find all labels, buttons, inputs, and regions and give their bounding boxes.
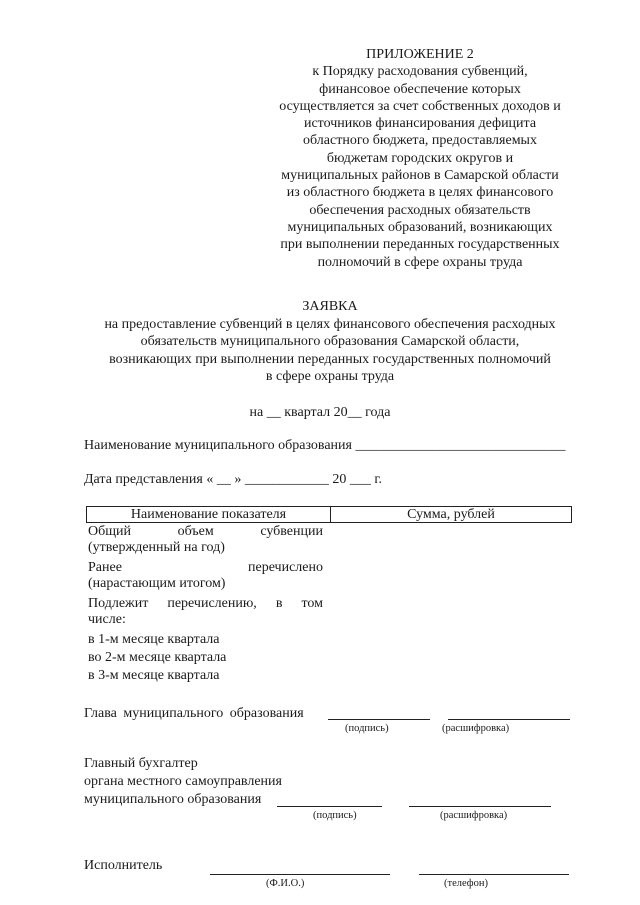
appendix-header (250, 46, 590, 271)
row-month-3: в 3-м месяце квартала (88, 668, 220, 683)
accountant-signature-caption: (подпись) (313, 810, 357, 821)
row-previous-sub: (нарастающим итогом) (88, 576, 226, 591)
executor-phone-line[interactable] (419, 874, 569, 875)
appendix-line: осуществляется за счет собственных доходов и (279, 98, 561, 114)
appendix-line: к Порядку расходования субвенций, (312, 64, 528, 80)
word: субвенции (260, 524, 323, 539)
row-previous-label (88, 560, 323, 576)
word: том (301, 596, 323, 611)
date-field[interactable]: Дата представления « __ » ____________ 20 ___ г. (84, 472, 382, 487)
appendix-line: обеспечения расходных обязательств (309, 202, 531, 218)
title-line: в сфере охраны труда (265, 369, 395, 384)
executor-fio-line[interactable] (210, 874, 390, 875)
appendix-line: бюджетам городских округов и (326, 150, 514, 166)
word: Подлежит (88, 596, 149, 611)
row-due (88, 596, 323, 628)
executor-label: Исполнитель (84, 858, 163, 873)
executor-fio-caption: (Ф.И.О.) (266, 878, 305, 889)
word: в (275, 596, 283, 611)
accountant-signature-line[interactable] (277, 806, 382, 807)
appendix-line: ПРИЛОЖЕНИЕ 2 (366, 47, 474, 62)
word: перечислению, (167, 596, 257, 611)
row-total-sub: (утвержденный на год) (88, 540, 225, 555)
row-previous (88, 560, 323, 592)
word: перечислено (247, 560, 323, 575)
title-heading: ЗАЯВКА (302, 299, 358, 314)
head-signature-caption: (подпись) (345, 723, 389, 734)
executor-phone-caption: (телефон) (444, 878, 488, 889)
head-decoding-caption: (расшифровка) (442, 723, 510, 734)
table-header (86, 506, 572, 523)
document-title (60, 298, 600, 386)
word: объем (177, 524, 214, 539)
row-due-sub: числе: (88, 612, 126, 627)
municipality-field[interactable]: Наименование муниципального образования ______________________________ (84, 438, 566, 453)
period-line: на __ квартал 20__ года (249, 405, 391, 420)
row-month-2: во 2-м месяце квартала (88, 650, 227, 665)
appendix-line: из областного бюджета в целях финансового (286, 185, 554, 201)
appendix-line: полномочий в сфере охраны труда (317, 254, 523, 270)
accountant-line-1: Главный бухгалтер (84, 756, 198, 771)
appendix-line: финансовое обеспечение которых (319, 81, 521, 97)
row-month-1: в 1-м месяце квартала (88, 632, 220, 647)
accountant-decoding-caption: (расшифровка) (440, 810, 508, 821)
word: Общий (88, 524, 131, 539)
head-signature-line[interactable] (328, 719, 430, 720)
title-line: на предоставление субвенций в целях финансового обеспечения расходных (104, 316, 556, 332)
accountant-line-3: муниципального образования (84, 792, 262, 807)
row-due-label (88, 596, 323, 612)
head-decoding-line[interactable] (448, 719, 570, 720)
accountant-line-2: органа местного самоуправления (84, 774, 282, 789)
appendix-line: источников финансирования дефицита (303, 116, 537, 132)
accountant-decoding-line[interactable] (409, 806, 551, 807)
title-line: обязательств муниципального образования Самарской области, (140, 334, 520, 349)
word: Ранее (88, 560, 122, 575)
row-total-label (88, 524, 323, 540)
appendix-line: муниципальных образований, возникающих (287, 219, 553, 235)
title-line: возникающих при выполнении переданных государственных полномочий (109, 351, 551, 367)
head-label: Глава муниципального образования (84, 706, 304, 721)
col-indicator-header: Наименование показателя (87, 507, 331, 522)
col-sum-header: Сумма, рублей (407, 507, 495, 522)
appendix-line: при выполнении переданных государственных (280, 237, 560, 253)
appendix-line: областного бюджета, предоставляемых (303, 133, 537, 149)
appendix-line: муниципальных районов в Самарской области (281, 168, 559, 184)
row-total (88, 524, 323, 556)
